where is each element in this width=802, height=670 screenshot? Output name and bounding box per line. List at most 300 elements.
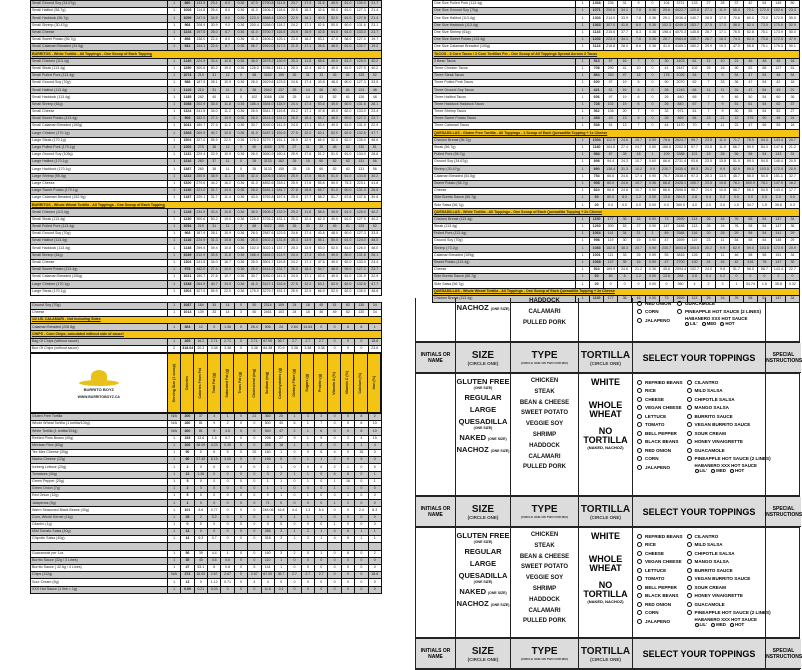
topping-option[interactable] — [687, 549, 771, 558]
radio-circle-icon[interactable] — [637, 602, 642, 607]
nutrient-value: 416 — [743, 259, 757, 266]
topping-option[interactable] — [637, 404, 683, 413]
radio-circle-icon[interactable] — [637, 439, 642, 444]
radio-circle-icon[interactable] — [637, 380, 642, 385]
heat-level-row — [677, 316, 761, 326]
topping-option[interactable] — [637, 316, 673, 325]
nutrient-value: 0 — [757, 274, 771, 281]
radio-circle-icon[interactable] — [637, 397, 642, 402]
nutrient-value: 4.4 — [288, 507, 301, 514]
nutrient-value: 20 — [248, 449, 261, 456]
topping-option[interactable] — [637, 583, 683, 592]
column-header — [368, 354, 381, 412]
size-option[interactable] — [457, 304, 510, 312]
nutrient-value: 62 — [341, 144, 354, 151]
nutrient-value: 34 — [785, 252, 799, 259]
radio-circle-icon[interactable] — [637, 551, 642, 556]
topping-option[interactable] — [687, 566, 771, 575]
nutrient-value: 131.6 — [355, 22, 368, 29]
topping-option[interactable] — [637, 463, 683, 472]
nutrient-value: 0.36 — [234, 187, 247, 194]
topping-option[interactable] — [687, 609, 771, 618]
nutrient-value: 3 — [234, 309, 247, 316]
topping-option[interactable] — [637, 609, 683, 618]
nutrient-value: 12.2 — [301, 130, 314, 137]
item-name: Calamari Breaded (54.5g) — [433, 173, 576, 180]
radio-circle-icon[interactable] — [637, 534, 642, 539]
item-name: Pulled Pork (56.7g) — [433, 151, 576, 158]
topping-option[interactable] — [687, 438, 771, 447]
radio-circle-icon[interactable] — [687, 422, 692, 427]
nutrient-value: 58.0 — [341, 36, 354, 43]
radio-circle-icon[interactable] — [730, 623, 734, 627]
nutrient-value: 180.7 — [194, 274, 207, 281]
serving-size: 1 — [167, 493, 180, 500]
table-cell — [31, 543, 168, 550]
radio-circle-icon[interactable] — [687, 602, 692, 607]
topping-option[interactable] — [637, 387, 683, 396]
type-option[interactable]: SWEET POTATO — [520, 410, 568, 417]
radio-circle-icon[interactable] — [687, 593, 692, 598]
nutrient-value: 18 — [785, 58, 799, 65]
type-option[interactable]: HADDOCK — [529, 442, 560, 449]
nutrient-value: 11 — [701, 87, 715, 94]
nutrient-value: 8.0 — [221, 15, 234, 22]
topping-option[interactable] — [687, 592, 771, 601]
nutrient-value: 8.3 — [368, 507, 382, 514]
topping-option[interactable] — [637, 558, 683, 567]
serving-size: 1 — [167, 108, 180, 115]
topping-option[interactable] — [637, 412, 683, 421]
nutrient-value: 3.38 — [208, 345, 221, 352]
heat-option[interactable] — [720, 321, 734, 326]
serving-size: 1 — [167, 195, 180, 202]
table-row — [433, 144, 800, 151]
topping-option[interactable] — [637, 421, 683, 430]
radio-circle-icon[interactable] — [677, 301, 682, 306]
nutrient-value: 27 — [785, 108, 799, 115]
section-title: QUESADILLAS - Whole Wheat Tortilla - All Toppings - One Scoop of Each Quesadilla Topping + 2x Cheese — [433, 288, 800, 295]
initials-field[interactable] — [416, 298, 456, 341]
radio-circle-icon[interactable] — [687, 542, 692, 547]
serving-size: 1 — [167, 564, 180, 571]
table-cell — [355, 543, 368, 550]
radio-circle-icon[interactable] — [637, 388, 642, 393]
size-option[interactable] — [457, 532, 510, 544]
type-option[interactable]: CALAMARI — [528, 453, 561, 460]
nutrient-value: 21 — [632, 231, 646, 238]
nutrient-value: 27 — [274, 435, 287, 442]
table-row — [31, 324, 382, 331]
nutrient-value: 18 — [301, 309, 314, 316]
nutrient-value: 6 — [328, 471, 341, 478]
topping-option[interactable] — [687, 378, 771, 387]
nutrient-value: 360 — [261, 414, 274, 421]
nutrient-value: 210 — [194, 87, 207, 94]
type-option[interactable]: STEAK — [534, 542, 555, 549]
nutrient-value: 73 — [660, 295, 674, 302]
topping-option[interactable] — [637, 438, 683, 447]
topping-option[interactable] — [687, 387, 771, 396]
tortilla-option[interactable] — [591, 378, 620, 387]
column-header-label: Calories — [185, 375, 190, 391]
topping-option[interactable] — [637, 299, 673, 308]
size-option-label: NACHOZ — [456, 303, 489, 312]
nutrient-value: 131.8 — [274, 238, 287, 245]
heat-option[interactable] — [695, 468, 708, 473]
type-option[interactable]: CALAMARI — [528, 308, 561, 315]
nutrient-value: 38.09 — [194, 442, 207, 449]
nutrient-value: 6 — [208, 564, 221, 571]
radio-circle-icon[interactable] — [687, 388, 692, 393]
type-option[interactable]: BEAN & CHEESE — [519, 399, 570, 406]
nutrient-value: 48.0 — [368, 245, 382, 252]
type-option[interactable]: PULLED PORK — [522, 319, 566, 326]
toppings-col-right — [677, 299, 761, 326]
type-option[interactable]: SWEET POTATO — [520, 564, 568, 571]
nutrient-value: 63.1 — [315, 130, 328, 137]
nutrient-value: 119.8 — [274, 259, 287, 266]
radio-circle-icon[interactable] — [687, 568, 692, 573]
nutrient-value: 10.5 — [221, 281, 234, 288]
topping-option[interactable] — [637, 429, 683, 438]
radio-circle-icon[interactable] — [695, 469, 699, 473]
calories: 754 — [590, 173, 604, 180]
nutrient-value: 10.7 — [632, 187, 646, 194]
nutrient-value: 0 — [355, 338, 368, 345]
size-option[interactable] — [459, 434, 506, 442]
toppings-label: SELECT YOUR TOPPINGS — [642, 352, 756, 363]
nutrient-value: 62 — [341, 166, 354, 173]
radio-circle-icon[interactable] — [711, 623, 715, 627]
heat-label: LIL' — [689, 321, 698, 326]
nutrient-value: 36 — [785, 223, 799, 230]
radio-circle-icon[interactable] — [687, 431, 692, 436]
radio-circle-icon[interactable] — [687, 610, 692, 615]
nutrient-value: 90 — [660, 80, 674, 87]
radio-circle-icon[interactable] — [687, 414, 692, 419]
size-option[interactable] — [459, 418, 508, 430]
calories: 1128 — [181, 209, 194, 216]
tortilla-option[interactable] — [579, 401, 632, 419]
topping-option[interactable] — [677, 308, 761, 317]
item-name: Small Halibut (56.7g) — [31, 8, 168, 15]
nutrient-value: 18 — [785, 123, 799, 130]
nutrient-value: 9 — [315, 435, 328, 442]
item-name: Small Ground Soy (70g) — [31, 80, 168, 87]
nutrient-value: 26 — [660, 101, 674, 108]
nutrient-value: 127.3 — [355, 8, 368, 15]
size-option[interactable] — [457, 600, 510, 608]
nutrient-value: 0 — [301, 579, 314, 586]
topping-option[interactable] — [637, 378, 683, 387]
nutrient-value: 11 — [715, 238, 729, 245]
topping-option[interactable] — [637, 532, 683, 541]
nutrient-value: 33 — [715, 80, 729, 87]
nutrient-value: 4.4 — [208, 550, 221, 557]
heat-option[interactable] — [685, 321, 698, 326]
nutrient-value: 50 — [248, 309, 261, 316]
radio-circle-icon[interactable] — [637, 456, 642, 461]
radio-circle-icon[interactable] — [730, 469, 734, 473]
nutrient-value: 12 — [729, 116, 743, 123]
heat-option[interactable] — [730, 622, 744, 627]
radio-circle-icon[interactable] — [637, 431, 642, 436]
nutrient-value: 55 — [315, 87, 328, 94]
heat-option[interactable] — [711, 622, 726, 627]
tortilla-option[interactable] — [579, 555, 632, 573]
initials-field[interactable] — [416, 374, 456, 495]
topping-option[interactable] — [687, 455, 771, 464]
radio-circle-icon[interactable] — [637, 414, 642, 419]
nutrient-value: 3 — [301, 414, 314, 421]
type-options — [511, 374, 579, 495]
table-row — [31, 536, 382, 543]
radio-circle-icon[interactable] — [687, 576, 692, 581]
nutrient-value: 1 — [368, 529, 382, 536]
nutrient-value: 869 — [674, 116, 688, 123]
topping-option[interactable] — [687, 575, 771, 584]
heat-option[interactable] — [695, 622, 708, 627]
radio-circle-icon[interactable] — [687, 439, 692, 444]
nutrient-value: 1 — [328, 521, 341, 528]
size-option-label: QUESADILLA — [458, 417, 508, 426]
size-option[interactable] — [459, 588, 506, 596]
nutrient-value: 500 — [261, 421, 274, 428]
radio-circle-icon[interactable] — [637, 568, 642, 573]
radio-circle-icon[interactable] — [637, 465, 642, 470]
nutrient-value: 67.6 — [341, 195, 354, 202]
radio-circle-icon[interactable] — [637, 593, 642, 598]
type-option[interactable]: BEAN & CHEESE — [519, 553, 570, 560]
column-header-label: Calcium (%) — [358, 372, 363, 394]
nutrient-value: 20.2 — [701, 245, 715, 252]
topping-label: TOMATO — [645, 422, 665, 428]
type-option[interactable]: CALAMARI — [528, 607, 561, 614]
type-option[interactable]: HADDOCK — [529, 298, 560, 304]
type-option[interactable]: VEGGIE SOY — [525, 575, 564, 582]
nutrient-value: 0.6 — [221, 557, 234, 564]
initials-field[interactable] — [416, 528, 456, 637]
nutrient-value: 28.8 — [368, 151, 382, 158]
nutrient-value: 177 — [604, 295, 618, 302]
nutrient-value: 139.9 — [274, 58, 287, 65]
item-name: Small Shrimp (61g) — [31, 101, 168, 108]
nutrient-value: 2629.6 — [261, 80, 274, 87]
topping-option[interactable] — [687, 558, 771, 567]
nutrient-value: 10.9 — [221, 231, 234, 238]
nutrient-value: 0.36 — [234, 101, 247, 108]
nutrient-value: 23.3 — [785, 8, 799, 15]
serving-size: 1 — [576, 123, 590, 130]
nutrient-value: 25 — [288, 166, 301, 173]
nutrient-value: 0 — [234, 464, 247, 471]
special-instructions-field[interactable] — [766, 298, 801, 341]
calories: 1059 — [181, 15, 194, 22]
nutrient-value: 219 — [194, 72, 207, 79]
radio-circle-icon[interactable] — [720, 322, 724, 326]
topping-option[interactable] — [687, 600, 771, 609]
type-option[interactable]: SHRIMP — [532, 585, 557, 592]
topping-option[interactable] — [687, 532, 771, 541]
radio-circle-icon[interactable] — [687, 534, 692, 539]
calories: 606 — [590, 94, 604, 101]
radio-circle-icon[interactable] — [687, 380, 692, 385]
topping-option[interactable] — [637, 617, 683, 626]
section-header — [31, 51, 382, 58]
topping-option[interactable] — [637, 600, 683, 609]
nutrient-value: 0 — [341, 507, 354, 514]
nutrient-value: 0.90 — [646, 259, 660, 266]
size-option[interactable] — [457, 378, 510, 390]
column-header-label: Saturated Fat (g) — [225, 368, 230, 398]
size-option[interactable] — [470, 406, 496, 414]
nutrient-value: 20.5 — [785, 159, 799, 166]
nutrient-value: 40.2 — [368, 209, 382, 216]
table-row — [31, 216, 382, 223]
radio-circle-icon[interactable] — [677, 309, 682, 314]
type-option[interactable]: CHICKEN — [530, 378, 559, 384]
nutrient-value: 54 — [785, 72, 799, 79]
serving-size: N/A — [167, 572, 180, 579]
nutrient-value: 10.7 — [221, 274, 234, 281]
nutrient-value: 47.6 — [315, 108, 328, 115]
nutrient-value: 9 — [715, 72, 729, 79]
nutrient-value: 11 — [701, 58, 715, 65]
radio-circle-icon[interactable] — [687, 585, 692, 590]
topping-option[interactable] — [637, 566, 683, 575]
topping-option[interactable] — [687, 421, 771, 430]
radio-circle-icon[interactable] — [685, 322, 689, 326]
topping-option[interactable] — [687, 395, 771, 404]
heat-option[interactable] — [711, 468, 726, 473]
topping-option[interactable] — [637, 395, 683, 404]
order-entry-row — [415, 528, 800, 638]
nutrient-value: 0 — [341, 572, 354, 579]
table-row — [31, 65, 382, 72]
heat-level-row — [687, 617, 771, 627]
type-option[interactable]: VEGGIE SOY — [525, 421, 564, 428]
radio-circle-icon[interactable] — [687, 448, 692, 453]
topping-option[interactable] — [687, 583, 771, 592]
column-header — [288, 354, 301, 412]
type-option[interactable]: HADDOCK — [529, 596, 560, 603]
size-option[interactable] — [457, 446, 510, 454]
table-row — [31, 274, 382, 281]
topping-option[interactable] — [637, 541, 683, 550]
radio-circle-icon[interactable] — [637, 301, 642, 306]
topping-option[interactable] — [637, 308, 673, 317]
nutrient-value: 5 — [248, 564, 261, 571]
tortilla-label: TORTILLA — [580, 503, 631, 515]
radio-circle-icon[interactable] — [702, 322, 706, 326]
nutrient-value: 17.0 — [715, 15, 729, 22]
type-option[interactable]: CHICKEN — [530, 532, 559, 538]
calories: 421 — [590, 87, 604, 94]
nutrient-value: 26.0 — [248, 108, 261, 115]
size-option[interactable] — [470, 560, 496, 568]
nutrient-value: 47.7 — [368, 281, 382, 288]
size-option[interactable] — [459, 572, 508, 584]
radio-circle-icon[interactable] — [687, 559, 692, 564]
radio-circle-icon[interactable] — [695, 623, 699, 627]
size-option[interactable] — [464, 394, 501, 402]
radio-circle-icon[interactable] — [637, 576, 642, 581]
special-instructions-field[interactable] — [766, 374, 801, 495]
nutrient-value: 49.0 — [328, 259, 341, 266]
radio-circle-icon[interactable] — [637, 318, 642, 323]
topping-option[interactable] — [687, 412, 771, 421]
nutrient-value: 17.1 — [301, 259, 314, 266]
topping-option[interactable] — [637, 446, 683, 455]
nutrient-value: 54 — [757, 216, 771, 223]
nutrient-value: 6.4 — [315, 507, 328, 514]
topping-option[interactable] — [687, 429, 771, 438]
type-option[interactable]: PULLED PORK — [522, 618, 566, 625]
topping-option[interactable] — [687, 541, 771, 550]
type-option[interactable]: SHRIMP — [532, 431, 557, 438]
nutrient-value: 8.7 — [221, 44, 234, 51]
nutrient-value: 18.2 — [785, 180, 799, 187]
size-option-label: REGULAR — [464, 393, 502, 402]
special-instructions-field[interactable] — [766, 528, 801, 637]
radio-circle-icon[interactable] — [637, 405, 642, 410]
topping-option[interactable] — [637, 549, 683, 558]
radio-circle-icon[interactable] — [637, 585, 642, 590]
radio-circle-icon[interactable] — [687, 456, 692, 461]
heat-option[interactable] — [730, 468, 744, 473]
toppings-header — [633, 497, 766, 527]
nutrient-value: 0 — [234, 345, 247, 352]
nutrient-value: 0.36 — [234, 8, 247, 15]
type-option[interactable]: PULLED PORK — [522, 464, 566, 471]
tortilla-option[interactable] — [591, 532, 620, 541]
tortilla-option[interactable] — [579, 427, 632, 450]
radio-circle-icon[interactable] — [687, 405, 692, 410]
radio-circle-icon[interactable] — [637, 559, 642, 564]
topping-option[interactable] — [637, 592, 683, 601]
radio-circle-icon[interactable] — [637, 448, 642, 453]
radio-circle-icon[interactable] — [637, 542, 642, 547]
topping-option[interactable] — [677, 299, 761, 308]
table-row — [433, 180, 800, 187]
radio-circle-icon[interactable] — [637, 422, 642, 427]
topping-option[interactable] — [637, 455, 683, 464]
nutrient-value: 1470 — [674, 123, 688, 130]
nutrient-value: 31 — [618, 1, 632, 8]
type-option[interactable]: STEAK — [534, 388, 555, 395]
nutrient-value: 0 — [355, 586, 368, 593]
topping-option[interactable] — [637, 575, 683, 584]
topping-option[interactable] — [687, 404, 771, 413]
radio-circle-icon[interactable] — [687, 551, 692, 556]
tortilla-option[interactable] — [579, 581, 632, 604]
nutrient-value: 11.8 — [221, 101, 234, 108]
radio-circle-icon[interactable] — [637, 309, 642, 314]
nutrient-value: 54 — [729, 72, 743, 79]
nutrient-value: 56.7 — [248, 44, 261, 51]
topping-option[interactable] — [687, 446, 771, 455]
topping-label: RED ONION — [645, 447, 672, 453]
radio-circle-icon[interactable] — [637, 619, 642, 624]
size-option[interactable] — [464, 548, 501, 556]
radio-circle-icon[interactable] — [711, 469, 715, 473]
radio-circle-icon[interactable] — [637, 610, 642, 615]
nutrient-value: 2.4 — [355, 507, 368, 514]
nutrient-value: 81 — [194, 421, 207, 428]
heat-option[interactable] — [702, 321, 717, 326]
radio-circle-icon[interactable] — [687, 397, 692, 402]
